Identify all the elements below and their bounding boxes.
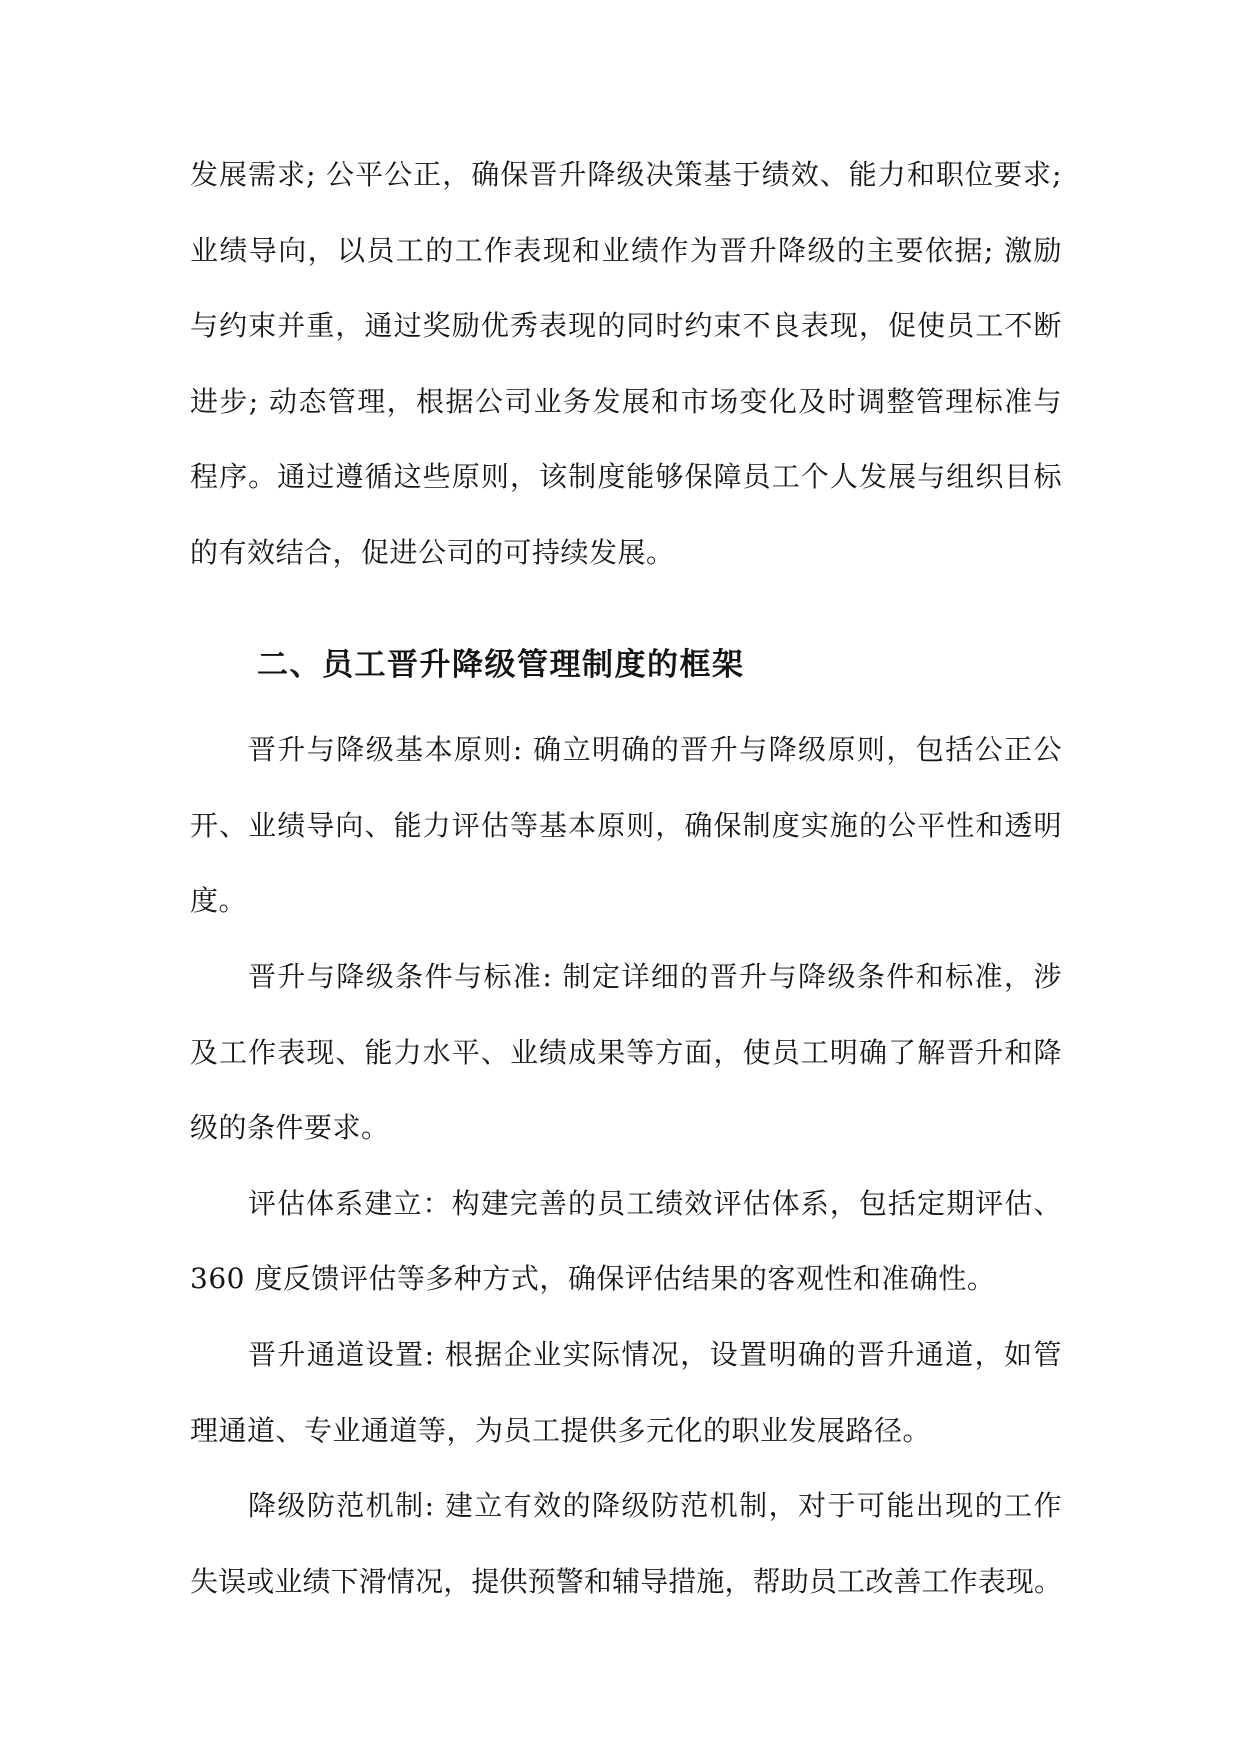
text-line: 业绩导向，以员工的工作表现和业绩作为晋升降级的主要依据; 激励: [190, 233, 1062, 267]
text-line: 进步; 动态管理，根据公司业务发展和市场变化及时调整管理标准与: [190, 384, 1062, 418]
paragraph-conditions-standards: [190, 939, 1062, 1166]
text-line: 评估体系建立：构建完善的员工绩效评估体系，包括定期评估、: [248, 1186, 1062, 1220]
document-body: [190, 137, 1062, 1619]
text-line: 晋升与降级基本原则: 确立明确的晋升与降级原则，包括公正公: [248, 733, 1062, 767]
text-line: 的有效结合，促进公司的可持续发展。: [190, 535, 675, 569]
text-line: 理通道、专业通道等，为员工提供多元化的职业发展路径。: [190, 1413, 932, 1447]
section-heading: 二、员工晋升降级管理制度的框架: [257, 646, 745, 683]
text-line: 及工作表现、能力水平、业绩成果等方面，使员工明确了解晋升和降: [190, 1035, 1062, 1069]
text-line: 晋升与降级条件与标准: 制定详细的晋升与降级条件和标准，涉: [248, 959, 1062, 993]
continued-paragraph: [190, 137, 1062, 591]
paragraph-demotion-prevention: [190, 1468, 1062, 1619]
text-line: 360 度反馈评估等多种方式，确保评估结果的客观性和准确性。: [190, 1262, 996, 1296]
text-line: 开、业绩导向、能力评估等基本原则，确保制度实施的公平性和透明: [190, 808, 1062, 842]
text-line: 降级防范机制: 建立有效的降级防范机制，对于可能出现的工作: [248, 1489, 1062, 1523]
text-line: 发展需求; 公平公正，确保晋升降级决策基于绩效、能力和职位要求;: [190, 158, 1062, 191]
text-line: 失误或业绩下滑情况，提供预警和辅导措施，帮助员工改善工作表现。: [190, 1564, 1062, 1598]
text-line: 程序。通过遵循这些原则，该制度能够保障员工个人发展与组织目标: [190, 460, 1062, 494]
paragraph-basic-principles: [190, 712, 1062, 939]
text-line: 度。: [190, 884, 248, 918]
text-line: 晋升通道设置: 根据企业实际情况，设置明确的晋升通道，如管: [248, 1337, 1062, 1371]
text-line: 与约束并重，通过奖励优秀表现的同时约束不良表现，促使员工不断: [190, 309, 1062, 343]
paragraph-evaluation-system: [190, 1166, 1062, 1317]
text-line: 级的条件要求。: [190, 1111, 390, 1145]
paragraph-promotion-channels: [190, 1317, 1062, 1468]
